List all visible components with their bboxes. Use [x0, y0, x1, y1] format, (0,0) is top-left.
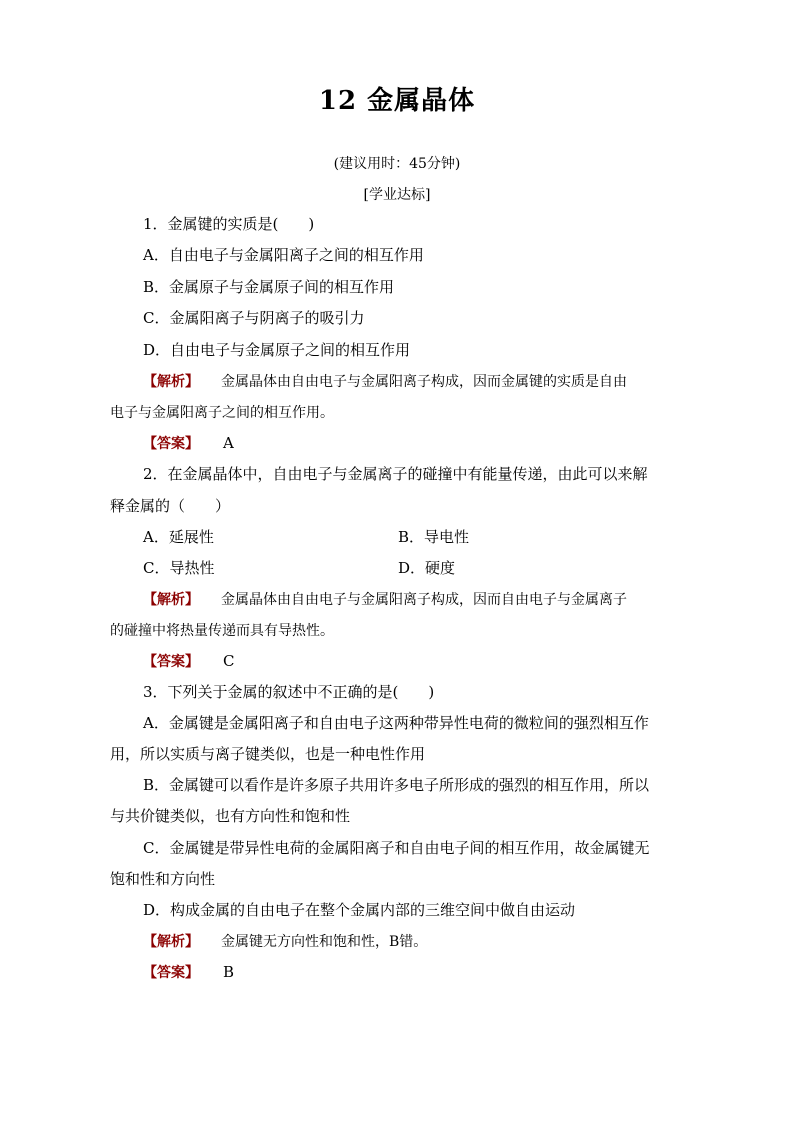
q1-option-d: D．自由电子与金属原子之间的相互作用 — [143, 341, 411, 359]
q2-stem-line2: 释金属的（ ） — [110, 497, 231, 515]
q2-option-a: A．延展性 — [143, 528, 214, 546]
q2-explanation-text: 金属晶体由自由电子与金属阳离子构成，因而自由电子与金属离子 — [221, 592, 627, 608]
time-note: (建议用时：45分钟) — [333, 156, 461, 172]
jiexi-tag: 【解析】 — [143, 374, 199, 390]
q1-option-b: B．金属原子与金属原子间的相互作用 — [143, 278, 395, 296]
q1-option-c: C．金属阳离子与阴离子的吸引力 — [143, 309, 365, 327]
jiexi-tag: 【解析】 — [143, 934, 199, 950]
q1-stem: 1．金属键的实质是( ) — [143, 215, 315, 233]
q3-option-b-line2: 与共价键类似，也有方向性和饱和性 — [110, 807, 351, 825]
q3-answer: B — [223, 963, 235, 981]
q3-option-a-line2: 用，所以实质与离子键类似，也是一种电性作用 — [110, 745, 426, 763]
q1-explanation-line2: 电子与金属阳离子之间的相互作用。 — [110, 405, 334, 421]
q1-explanation-line1 — [143, 371, 723, 392]
daan-tag: 【答案】 — [143, 654, 199, 670]
q3-option-c-line2: 饱和性和方向性 — [110, 870, 216, 888]
q3-option-d: D．构成金属的自由电子在整个金属内部的三维空间中做自由运动 — [143, 901, 576, 919]
q3-option-b-line1: B．金属键可以看作是许多原子共用许多电子所形成的强烈的相互作用，所以 — [143, 776, 650, 794]
q2-explanation-line1 — [143, 589, 723, 610]
q1-answer: A — [223, 434, 234, 452]
daan-tag: 【答案】 — [143, 436, 199, 452]
q2-stem-line1: 2．在金属晶体中，自由电子与金属离子的碰撞中有能量传递，由此可以来解 — [143, 465, 648, 483]
q3-option-c-line1: C．金属键是带异性电荷的金属阳离子和自由电子间的相互作用，故金属键无 — [143, 839, 650, 857]
q3-explanation-line1 — [143, 931, 723, 952]
daan-tag: 【答案】 — [143, 965, 199, 981]
q3-answer-line — [143, 962, 723, 983]
q1-answer-line — [143, 433, 723, 454]
q2-answer-line — [143, 651, 723, 672]
section-label: [学业达标] — [363, 187, 431, 203]
q2-option-d: D．硬度 — [398, 559, 456, 577]
q2-explanation-line2: 的碰撞中将热量传递而具有导热性。 — [110, 623, 334, 639]
q3-stem: 3．下列关于金属的叙述中不正确的是( ) — [143, 683, 435, 701]
q1-explanation-text: 金属晶体由自由电子与金属阳离子构成，因而金属键的实质是自由 — [221, 374, 627, 390]
q1-option-a: A．自由电子与金属阳离子之间的相互作用 — [143, 246, 424, 264]
q3-option-a-line1: A．金属键是金属阳离子和自由电子这两种带异性电荷的微粒间的强烈相互作 — [143, 714, 649, 732]
q2-option-c: C．导热性 — [143, 559, 215, 577]
page-title: 12 金属晶体 — [318, 86, 476, 116]
q2-option-b: B．导电性 — [398, 528, 470, 546]
jiexi-tag: 【解析】 — [143, 592, 199, 608]
q3-explanation-text: 金属键无方向性和饱和性，B错。 — [221, 934, 428, 950]
q2-answer: C — [223, 652, 235, 670]
